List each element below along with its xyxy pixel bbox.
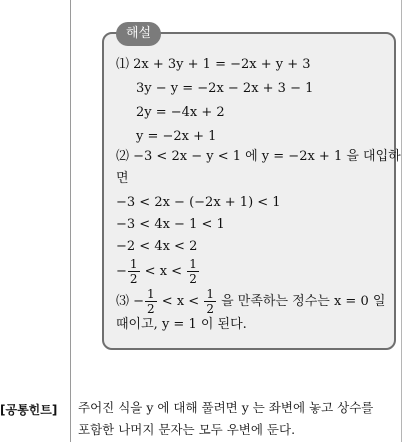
left-margin-rule — [70, 0, 71, 442]
solution-fraction-line — [116, 258, 200, 285]
part3-middle: < x < — [157, 294, 204, 309]
minus-sign: − — [116, 264, 127, 279]
fraction-denominator: 2 — [189, 272, 197, 286]
fraction — [187, 258, 199, 285]
fraction-numerator: 1 — [189, 257, 197, 271]
solution-line-7: −3 < 2x − (−2x + 1) < 1 — [116, 195, 281, 210]
solution-line-9: −2 < 4x < 2 — [116, 239, 198, 254]
solution-line-6: 면 — [116, 171, 129, 186]
solution-part3-last-line: 때이고, y = 1 이 된다. — [116, 317, 247, 332]
solution-line-4: y = −2x + 1 — [136, 129, 217, 144]
fraction — [145, 288, 157, 315]
fraction-denominator: 2 — [206, 302, 214, 316]
common-hint-line-2: 포함한 나머지 문자는 모두 우변에 둔다. — [78, 422, 296, 437]
fraction-numerator: 1 — [129, 257, 138, 271]
right-margin-rule — [401, 0, 402, 442]
solution-box — [102, 26, 401, 350]
fraction-numerator: 1 — [147, 287, 155, 301]
inequality-middle: < x < — [140, 264, 187, 279]
common-hint-line-1: 주어진 식을 y 에 대해 풀려면 y 는 좌변에 놓고 상수를 — [78, 400, 374, 415]
solution-line-5: ⑵ −3 < 2x − y < 1 에 y = −2x + 1 을 대입하 — [116, 149, 401, 164]
part3-suffix: 을 만족하는 정수는 x = 0 일 — [216, 294, 386, 309]
solution-line-1: ⑴ 2x + 3y + 1 = −2x + y + 3 — [116, 57, 311, 72]
solution-line-3: 2y = −4x + 2 — [136, 105, 225, 120]
solution-part3-line — [116, 288, 385, 315]
fraction — [128, 258, 140, 285]
fraction-numerator: 1 — [206, 287, 214, 301]
fraction — [204, 288, 216, 315]
part3-prefix: ⑶ − — [116, 294, 145, 309]
solution-line-2: 3y − y = −2x − 2x + 3 − 1 — [136, 81, 314, 96]
solution-line-8: −3 < 4x − 1 < 1 — [116, 217, 225, 232]
fraction-denominator: 2 — [129, 272, 138, 286]
common-hint-label: [공통힌트] — [0, 403, 58, 417]
solution-badge: 해설 — [116, 22, 161, 46]
fraction-denominator: 2 — [147, 302, 155, 316]
